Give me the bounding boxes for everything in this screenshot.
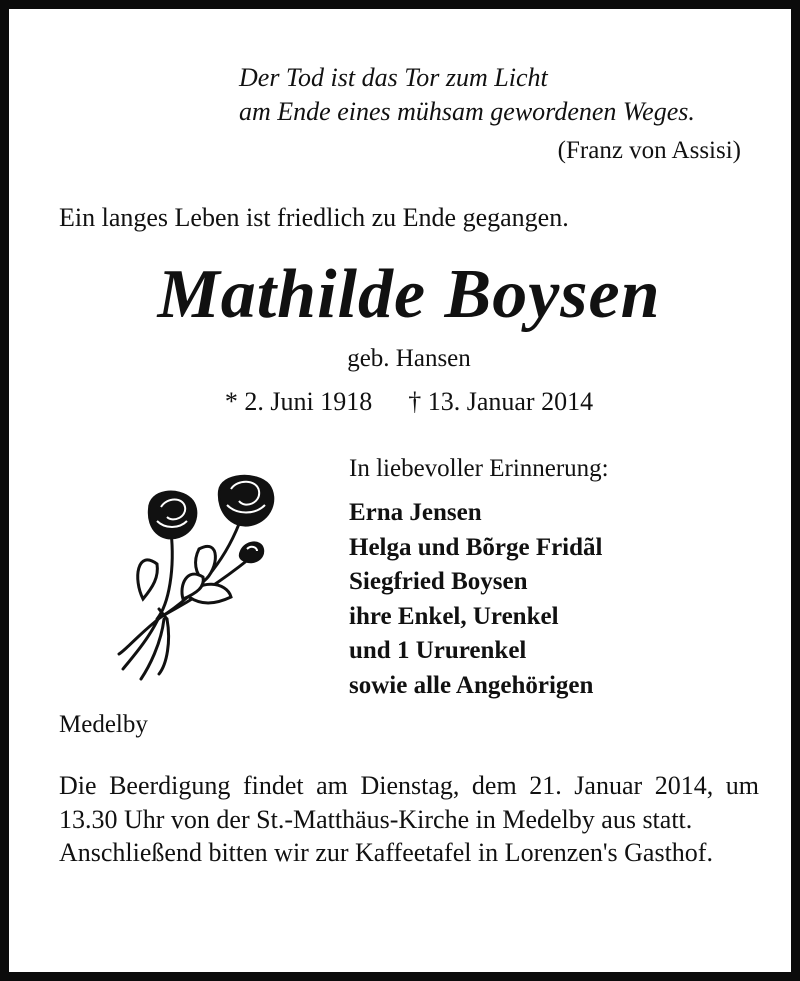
birth-date: * 2. Juni 1918	[224, 387, 373, 416]
birth-name: geb. Hansen	[347, 345, 471, 372]
list-item: und 1 Ururenkel	[349, 637, 527, 664]
funeral-text: Die Beerdigung findet am Dienstag, dem 21. Januar 2014, um 13.30 Uhr von der St.-Matthäus-Kirche in Medelby aus statt.	[59, 771, 759, 834]
quote-line-2: am Ende eines mühsam gewordenen Weges.	[239, 97, 695, 126]
roses-icon	[109, 469, 294, 684]
reception-text: Anschließend bitten wir zur Kaffeetafel in Lorenzen's Gasthof.	[59, 838, 713, 867]
list-item: Helga und Bõrge Fridãl	[349, 533, 603, 561]
mourners-list	[349, 496, 602, 703]
list-item: sowie alle Angehörigen	[349, 671, 594, 699]
list-item: Erna Jensen	[349, 499, 482, 526]
deceased-name: Mathilde Boysen	[157, 256, 661, 333]
list-item: ihre Enkel, Urenkel	[349, 602, 559, 630]
funeral-details	[59, 769, 759, 870]
death-date: † 13. Januar 2014	[408, 387, 594, 416]
life-dates	[9, 387, 800, 417]
memory-intro: In liebevoller Erinnerung:	[349, 455, 609, 482]
quote-line-1: Der Tod ist das Tor zum Licht	[239, 63, 548, 92]
list-item: Siegfried Boysen	[349, 568, 528, 595]
place: Medelby	[59, 711, 148, 738]
quote	[239, 61, 695, 129]
quote-author: (Franz von Assisi)	[557, 137, 741, 164]
intro-text: Ein langes Leben ist friedlich zu Ende gegangen.	[59, 203, 569, 232]
